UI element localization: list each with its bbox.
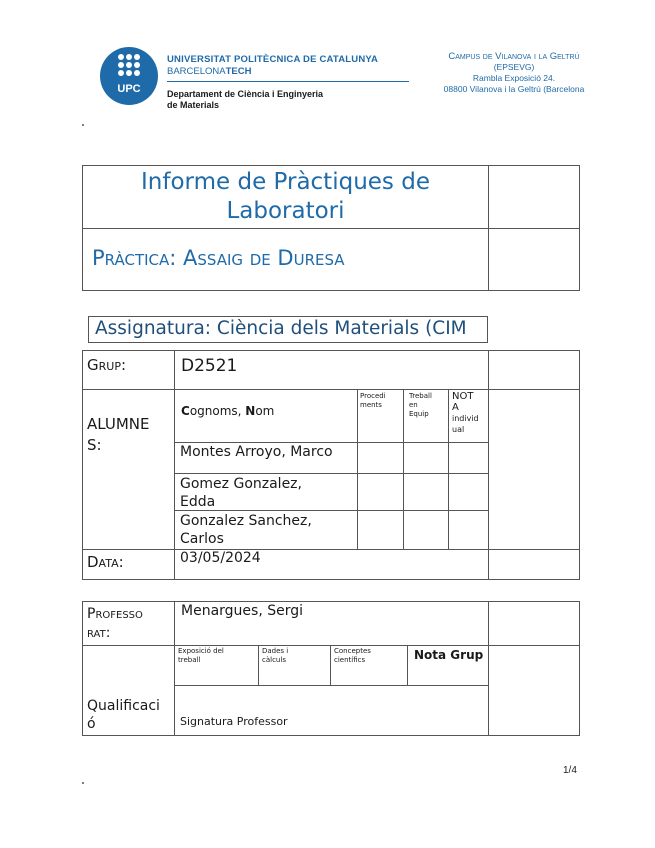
prof-value-cell bbox=[174, 601, 489, 646]
treball-header-1: Treball bbox=[409, 392, 432, 400]
prof-side-cell bbox=[488, 601, 580, 646]
exposicio-header bbox=[178, 647, 224, 665]
campus-line-2: (EPSEVG) bbox=[493, 62, 535, 72]
exposicio-line-2: treball bbox=[178, 656, 201, 664]
grup-label: Grup: bbox=[87, 356, 127, 374]
student-treball-cell bbox=[403, 442, 449, 474]
title-cell bbox=[82, 165, 489, 229]
student-name-line-2: Edda bbox=[180, 494, 216, 510]
student-nota-cell bbox=[448, 473, 489, 511]
proc-header bbox=[360, 392, 386, 410]
margin-dot bbox=[82, 782, 84, 784]
proc-header-2: ments bbox=[360, 401, 382, 409]
exposicio-line-1: Exposició del bbox=[178, 647, 224, 655]
student-name bbox=[180, 512, 312, 548]
alumnes-label-cell bbox=[82, 389, 175, 550]
prof-label-line-1: Professo bbox=[87, 606, 143, 622]
practice-cell bbox=[82, 228, 489, 291]
qualificacio-line-2: ó bbox=[87, 716, 96, 732]
barcelona-tech bbox=[167, 66, 251, 77]
barcelona-suffix: TECH bbox=[225, 66, 252, 77]
header-divider bbox=[167, 81, 409, 82]
name-header-end: om bbox=[255, 404, 275, 418]
qualificacio-line-1: Qualificaci bbox=[87, 698, 160, 714]
report-title-line-2: Laboratori bbox=[226, 198, 345, 224]
grup-side-cell bbox=[488, 350, 580, 390]
data-label: Data: bbox=[87, 553, 124, 571]
campus-line-3: Rambla Exposició 24. bbox=[472, 73, 556, 83]
upc-logo-dots bbox=[117, 53, 141, 77]
proc-header-1: Procedi bbox=[360, 392, 386, 400]
student-name: Montes Arroyo, Marco bbox=[180, 444, 333, 460]
signatura-cell bbox=[174, 685, 489, 736]
subject-box bbox=[88, 316, 488, 343]
grup-value: D2521 bbox=[181, 356, 238, 376]
dades-header bbox=[262, 647, 288, 665]
qualificacio-label-cell bbox=[82, 645, 175, 736]
name-header-n: N bbox=[245, 404, 256, 418]
exposicio-cell bbox=[174, 645, 259, 686]
conceptes-header bbox=[334, 647, 371, 665]
grup-value-cell bbox=[174, 350, 489, 390]
page-number: 1/4 bbox=[563, 765, 577, 776]
department-line-1: Departament de Ciència i Enginyeria bbox=[167, 89, 324, 99]
name-header-cell bbox=[174, 389, 358, 443]
student-treball-cell bbox=[403, 473, 449, 511]
name-header-mid: ognoms, bbox=[189, 404, 246, 418]
nota-header-cell bbox=[448, 389, 489, 443]
prof-value: Menargues, Sergi bbox=[181, 603, 304, 619]
report-title-line-1: Informe de Pràctiques de bbox=[141, 169, 430, 195]
practice-heading bbox=[92, 246, 345, 270]
nota-header-2: A bbox=[452, 402, 459, 413]
treball-header-3: Equip bbox=[409, 410, 429, 418]
data-label-cell bbox=[82, 549, 175, 580]
nota-grup-cell bbox=[407, 645, 489, 686]
upc-logo-text: UPC bbox=[117, 83, 141, 95]
university-name: UNIVERSITAT POLITÈCNICA DE CATALUNYA bbox=[167, 54, 379, 65]
nota-header-3: individ bbox=[452, 414, 479, 423]
student-name-line-2: Carlos bbox=[180, 531, 224, 547]
treball-header-cell bbox=[403, 389, 449, 443]
data-side-cell bbox=[488, 549, 580, 580]
margin-dot bbox=[82, 124, 84, 126]
signatura-label: Signatura Professor bbox=[180, 715, 288, 728]
student-name-line-1: Gonzalez Sanchez, bbox=[180, 513, 312, 529]
alumnes-label-line-2: S: bbox=[87, 436, 102, 454]
practice-side-cell bbox=[488, 228, 580, 291]
campus-address bbox=[425, 51, 603, 95]
student-treball-cell bbox=[403, 510, 449, 550]
dades-line-2: càlculs bbox=[262, 656, 286, 664]
department-name bbox=[167, 89, 377, 111]
campus-line-4: 08800 Vilanova i la Geltrú (Barcelona bbox=[443, 84, 585, 94]
nota-header-4: ual bbox=[452, 425, 465, 434]
grup-label-cell bbox=[82, 350, 175, 390]
department-line-2: de Materials bbox=[167, 100, 220, 110]
prof-label bbox=[87, 605, 143, 643]
student-row bbox=[174, 473, 358, 511]
proc-header-cell bbox=[357, 389, 404, 443]
nota-header-1: NOT bbox=[452, 391, 474, 402]
student-row bbox=[174, 442, 358, 474]
name-header-c: C bbox=[181, 404, 190, 418]
conceptes-line-2: científics bbox=[334, 656, 366, 664]
alumnes-side-cell bbox=[488, 389, 580, 550]
title-side-cell bbox=[488, 165, 580, 229]
student-proc-cell bbox=[357, 473, 404, 511]
student-nota-cell bbox=[448, 442, 489, 474]
student-row bbox=[174, 510, 358, 550]
prof-label-line-2: rat: bbox=[87, 625, 111, 641]
data-value: 03/05/2024 bbox=[180, 550, 261, 566]
campus-line-1: Campus de Vilanova i la Geltrú bbox=[448, 51, 580, 62]
subject-text: Assignatura: Ciència dels Materials (CIM bbox=[95, 318, 467, 339]
student-proc-cell bbox=[357, 510, 404, 550]
barcelona-prefix: BARCELONA bbox=[167, 66, 226, 77]
nota-grup-header: Nota Grup bbox=[414, 648, 484, 662]
conceptes-line-1: Conceptes bbox=[334, 647, 371, 655]
practice-label: Pràctica: bbox=[92, 246, 177, 270]
conceptes-cell bbox=[330, 645, 408, 686]
name-column-header bbox=[181, 404, 274, 418]
qualificacio-side-cell bbox=[488, 645, 580, 736]
alumnes-label-line-1: ALUMNE bbox=[87, 415, 150, 433]
dades-cell bbox=[258, 645, 331, 686]
practice-name: Assaig de Duresa bbox=[183, 246, 345, 270]
qualificacio-label bbox=[87, 697, 160, 733]
data-value-cell bbox=[174, 549, 489, 580]
dades-line-1: Dades i bbox=[262, 647, 289, 655]
nota-header bbox=[452, 391, 479, 435]
treball-header bbox=[409, 392, 432, 419]
student-nota-cell bbox=[448, 510, 489, 550]
prof-label-cell bbox=[82, 601, 175, 646]
treball-header-2: en bbox=[409, 401, 418, 409]
student-name bbox=[180, 475, 302, 511]
student-name-line-1: Gomez Gonzalez, bbox=[180, 476, 302, 492]
student-proc-cell bbox=[357, 442, 404, 474]
